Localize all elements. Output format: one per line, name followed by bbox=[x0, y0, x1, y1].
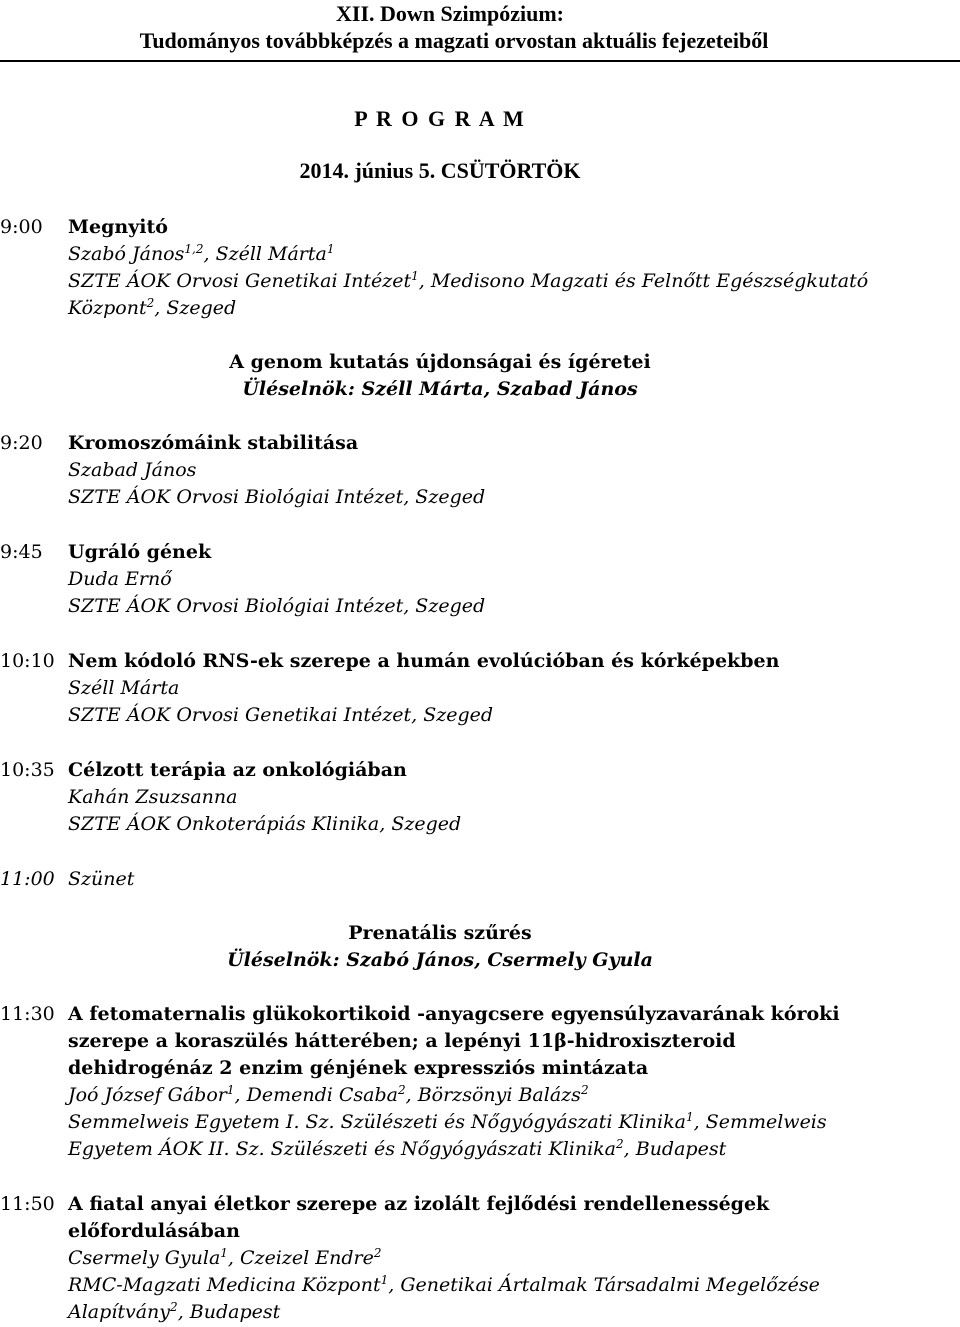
symposium-subtitle: Tudományos továbbképzés a magzati orvostan aktuális fejezeteiből bbox=[139, 28, 769, 53]
item-affiliation-cont: Egyetem ÁOK II. Sz. Szülészeti és Nőgyógyászati Klinika$^2$, Budapest bbox=[68, 1137, 727, 1160]
item-time: 10:35 bbox=[0, 759, 55, 781]
item-affiliation: SZTE ÁOK Onkoterápiás Klinika, Szeged bbox=[68, 813, 462, 835]
program-title: P R O G R A M bbox=[354, 106, 526, 131]
item-title-cont: előfordulásában bbox=[68, 1220, 240, 1242]
item-authors: Szabó János$^{1,2}$, Széll Márta$^1$ bbox=[68, 242, 335, 265]
item-title: Célzott terápia az onkológiában bbox=[68, 759, 407, 781]
document-header bbox=[0, 0, 960, 55]
item-time: 9:20 bbox=[0, 432, 43, 454]
item-speaker: Széll Márta bbox=[68, 677, 180, 699]
item-time: 9:45 bbox=[0, 541, 43, 563]
item-affiliation: Semmelweis Egyetem I. Sz. Szülészeti és Nőgyógyászati Klinika$^1$, Semmelweis bbox=[68, 1110, 827, 1133]
item-speaker: Kahán Zsuzsanna bbox=[68, 786, 238, 808]
item-affiliation-cont: Alapítvány$^2$, Budapest bbox=[68, 1300, 281, 1323]
item-affiliation: RMC-Magzati Medicina Központ$^1$, Genetikai Ártalmak Társadalmi Megelőzése bbox=[68, 1273, 820, 1296]
item-title: Megnyitó bbox=[68, 216, 168, 238]
item-title-cont: dehidrogénáz 2 enzim génjének expressziós mintázata bbox=[68, 1057, 649, 1079]
item-title: Ugráló gének bbox=[68, 541, 212, 563]
break-label: Szünet bbox=[68, 868, 135, 890]
item-time: 11:00 bbox=[0, 868, 55, 890]
item-time: 9:00 bbox=[0, 216, 43, 238]
item-affiliation: SZTE ÁOK Orvosi Genetikai Intézet, Szeged bbox=[68, 704, 494, 726]
item-title: Nem kódoló RNS-ek szerepe a humán evolúcióban és kórképekben bbox=[68, 650, 780, 672]
session-title: A genom kutatás újdonságai és ígéretei bbox=[229, 351, 651, 373]
item-speaker: Szabad János bbox=[68, 459, 197, 481]
header-rule bbox=[0, 60, 960, 62]
symposium-title: XII. Down Szimpózium: bbox=[336, 1, 564, 26]
item-time: 10:10 bbox=[0, 650, 55, 672]
session-chairs: Üléselnök: Szabó János, Csermely Gyula bbox=[227, 949, 653, 971]
item-time: 11:50 bbox=[0, 1193, 55, 1215]
program-date: 2014. június 5. CSÜTÖRTÖK bbox=[299, 158, 581, 183]
item-speaker: Duda Ernő bbox=[68, 568, 172, 590]
item-title: Kromoszómáink stabilitása bbox=[68, 432, 359, 454]
item-affiliation: SZTE ÁOK Orvosi Biológiai Intézet, Szeged bbox=[68, 595, 486, 617]
item-title: A fiatal anyai életkor szerepe az izolált fejlődési rendellenességek bbox=[68, 1193, 770, 1215]
item-affiliation-cont: Központ$^2$, Szeged bbox=[68, 296, 237, 319]
item-authors: Csermely Gyula$^1$, Czeizel Endre$^2$ bbox=[68, 1246, 382, 1269]
session-title: Prenatális szűrés bbox=[348, 922, 532, 944]
item-affiliation: SZTE ÁOK Orvosi Genetikai Intézet$^1$, Medisono Magzati és Felnőtt Egészségkutató bbox=[68, 269, 869, 292]
item-title-cont: szerepe a koraszülés hátterében; a lepényi 11β-hidroxiszteroid bbox=[68, 1030, 736, 1052]
item-affiliation: SZTE ÁOK Orvosi Biológiai Intézet, Szeged bbox=[68, 486, 486, 508]
session-chairs: Üléselnök: Széll Márta, Szabad János bbox=[242, 378, 638, 400]
item-authors: Joó József Gábor$^1$, Demendi Csaba$^2$, Börzsönyi Balázs$^2$ bbox=[68, 1083, 589, 1106]
item-title: A fetomaternalis glükokortikoid -anyagcsere egyensúlyzavarának kóroki bbox=[68, 1003, 840, 1025]
item-time: 11:30 bbox=[0, 1003, 55, 1025]
